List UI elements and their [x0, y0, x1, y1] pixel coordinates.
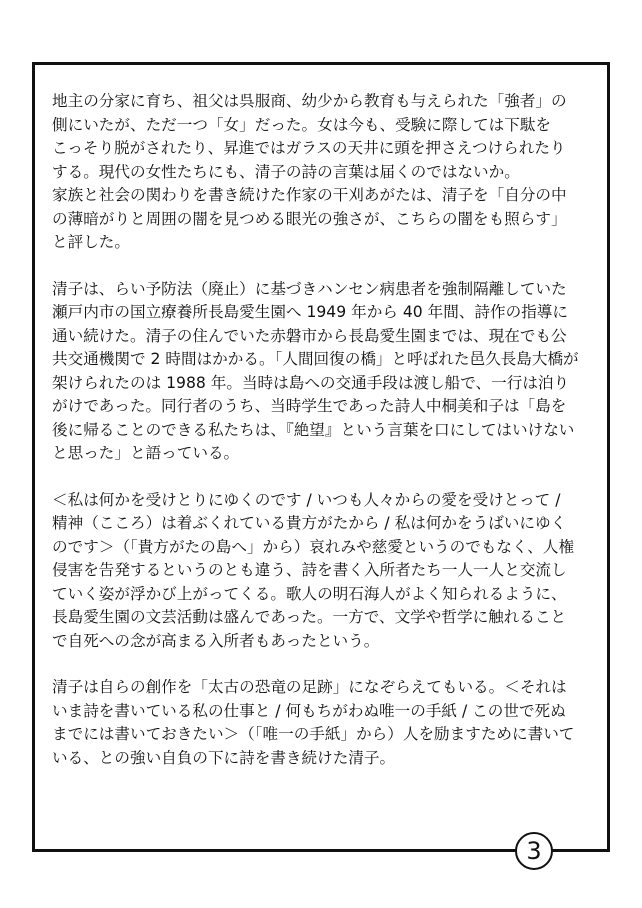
paragraph-4 — [52, 676, 597, 770]
text-line: と思った」と語っている。 — [52, 444, 240, 462]
text-line: 側にいたが、ただ一つ「女」だった。女は今も、受験に際しては下駄を — [52, 115, 552, 134]
paragraph-gap — [52, 466, 597, 489]
text-line: 後に帰ることのできる私たちは、『絶望』という言葉を口にしてはいけない — [52, 420, 575, 439]
text-line: 架けられたのは 1988 年。当時は島への交通手段は渡し船で、一行は泊り — [52, 373, 570, 392]
paragraph-gap — [52, 255, 597, 278]
text-line: 地主の分家に育ち、祖父は呉服商、幼少から教育も与えられた「強者」の — [52, 92, 567, 110]
text-line: 清子は自らの創作を「太古の恐竜の足跡」になぞらえてもいる。＜それは — [52, 678, 567, 696]
text-line: 共交通機関で 2 時間はかかる。「人間回復の橋」と呼ばれた邑久長島大橋が — [52, 350, 579, 368]
text-line: の薄暗がりと周囲の闇を見つめる眼光の強さが、こちらの闇をも照らす」 — [52, 209, 567, 228]
text-line: ＜私は何かを受けとりにゆくのです / いつも人々からの愛を受けとって / — [52, 490, 561, 509]
text-line: いま詩を書いている私の仕事と / 何もちがわぬ唯一の手紙 / この世で死ぬ — [52, 701, 566, 720]
text-line: 長島愛生園の文芸活動は盛んであった。一方で、文学や哲学に触れること — [52, 608, 567, 626]
article-body — [52, 90, 597, 770]
text-line: のです＞（「貴方がたの島へ」から）哀れみや慈愛というのでもなく、人権 — [52, 537, 575, 556]
paragraph-1 — [52, 90, 597, 255]
paragraph-2 — [52, 278, 597, 466]
text-line: こっそり脱がされたり、昇進ではガラスの天井に頭を押さえつけられたり — [52, 139, 566, 157]
text-line: 通い続けた。清子の住んでいた赤磐市から長島愛生園までは、現在でも公 — [52, 326, 567, 345]
text-line: 精神（こころ）は着ぶくれている貴方がたから / 私は何かをうばいにゆく — [52, 514, 567, 532]
text-line: ていく姿が浮かび上がってくる。歌人の明石海人がよく知られるように、 — [52, 584, 567, 603]
page-number-badge — [515, 832, 553, 870]
text-line: で自死への念が高まる入所者もあったという。 — [52, 631, 380, 650]
text-line: 清子は、らい予防法（廃止）に基づきハンセン病患者を強制隔離していた — [52, 279, 567, 298]
text-line: までには書いておきたい＞（「唯一の手紙」から）人を励ますために書いて — [52, 725, 575, 743]
text-line: する。現代の女性たちにも、清子の詩の言葉は届くのではないか。 — [52, 162, 520, 181]
text-line: がけであった。同行者のうち、当時学生であった詩人中桐美和子は「島を — [52, 397, 567, 415]
text-line: 瀬戸内市の国立療養所長島愛生園へ 1949 年から 40 年間、詩作の指導に — [52, 303, 568, 321]
text-line: 侵害を告発するというのとも違う、詩を書く入所者たち一人一人と交流し — [52, 561, 567, 579]
paragraph-3 — [52, 489, 597, 654]
page-number: 3 — [526, 837, 542, 865]
text-line: いる、との強い自負の下に詩を書き続けた清子。 — [52, 748, 396, 767]
text-line: 家族と社会の関わりを書き続けた作家の干刈あがたは、清子を「自分の中 — [52, 186, 567, 204]
text-line: と評した。 — [52, 233, 130, 251]
paragraph-gap — [52, 653, 597, 676]
